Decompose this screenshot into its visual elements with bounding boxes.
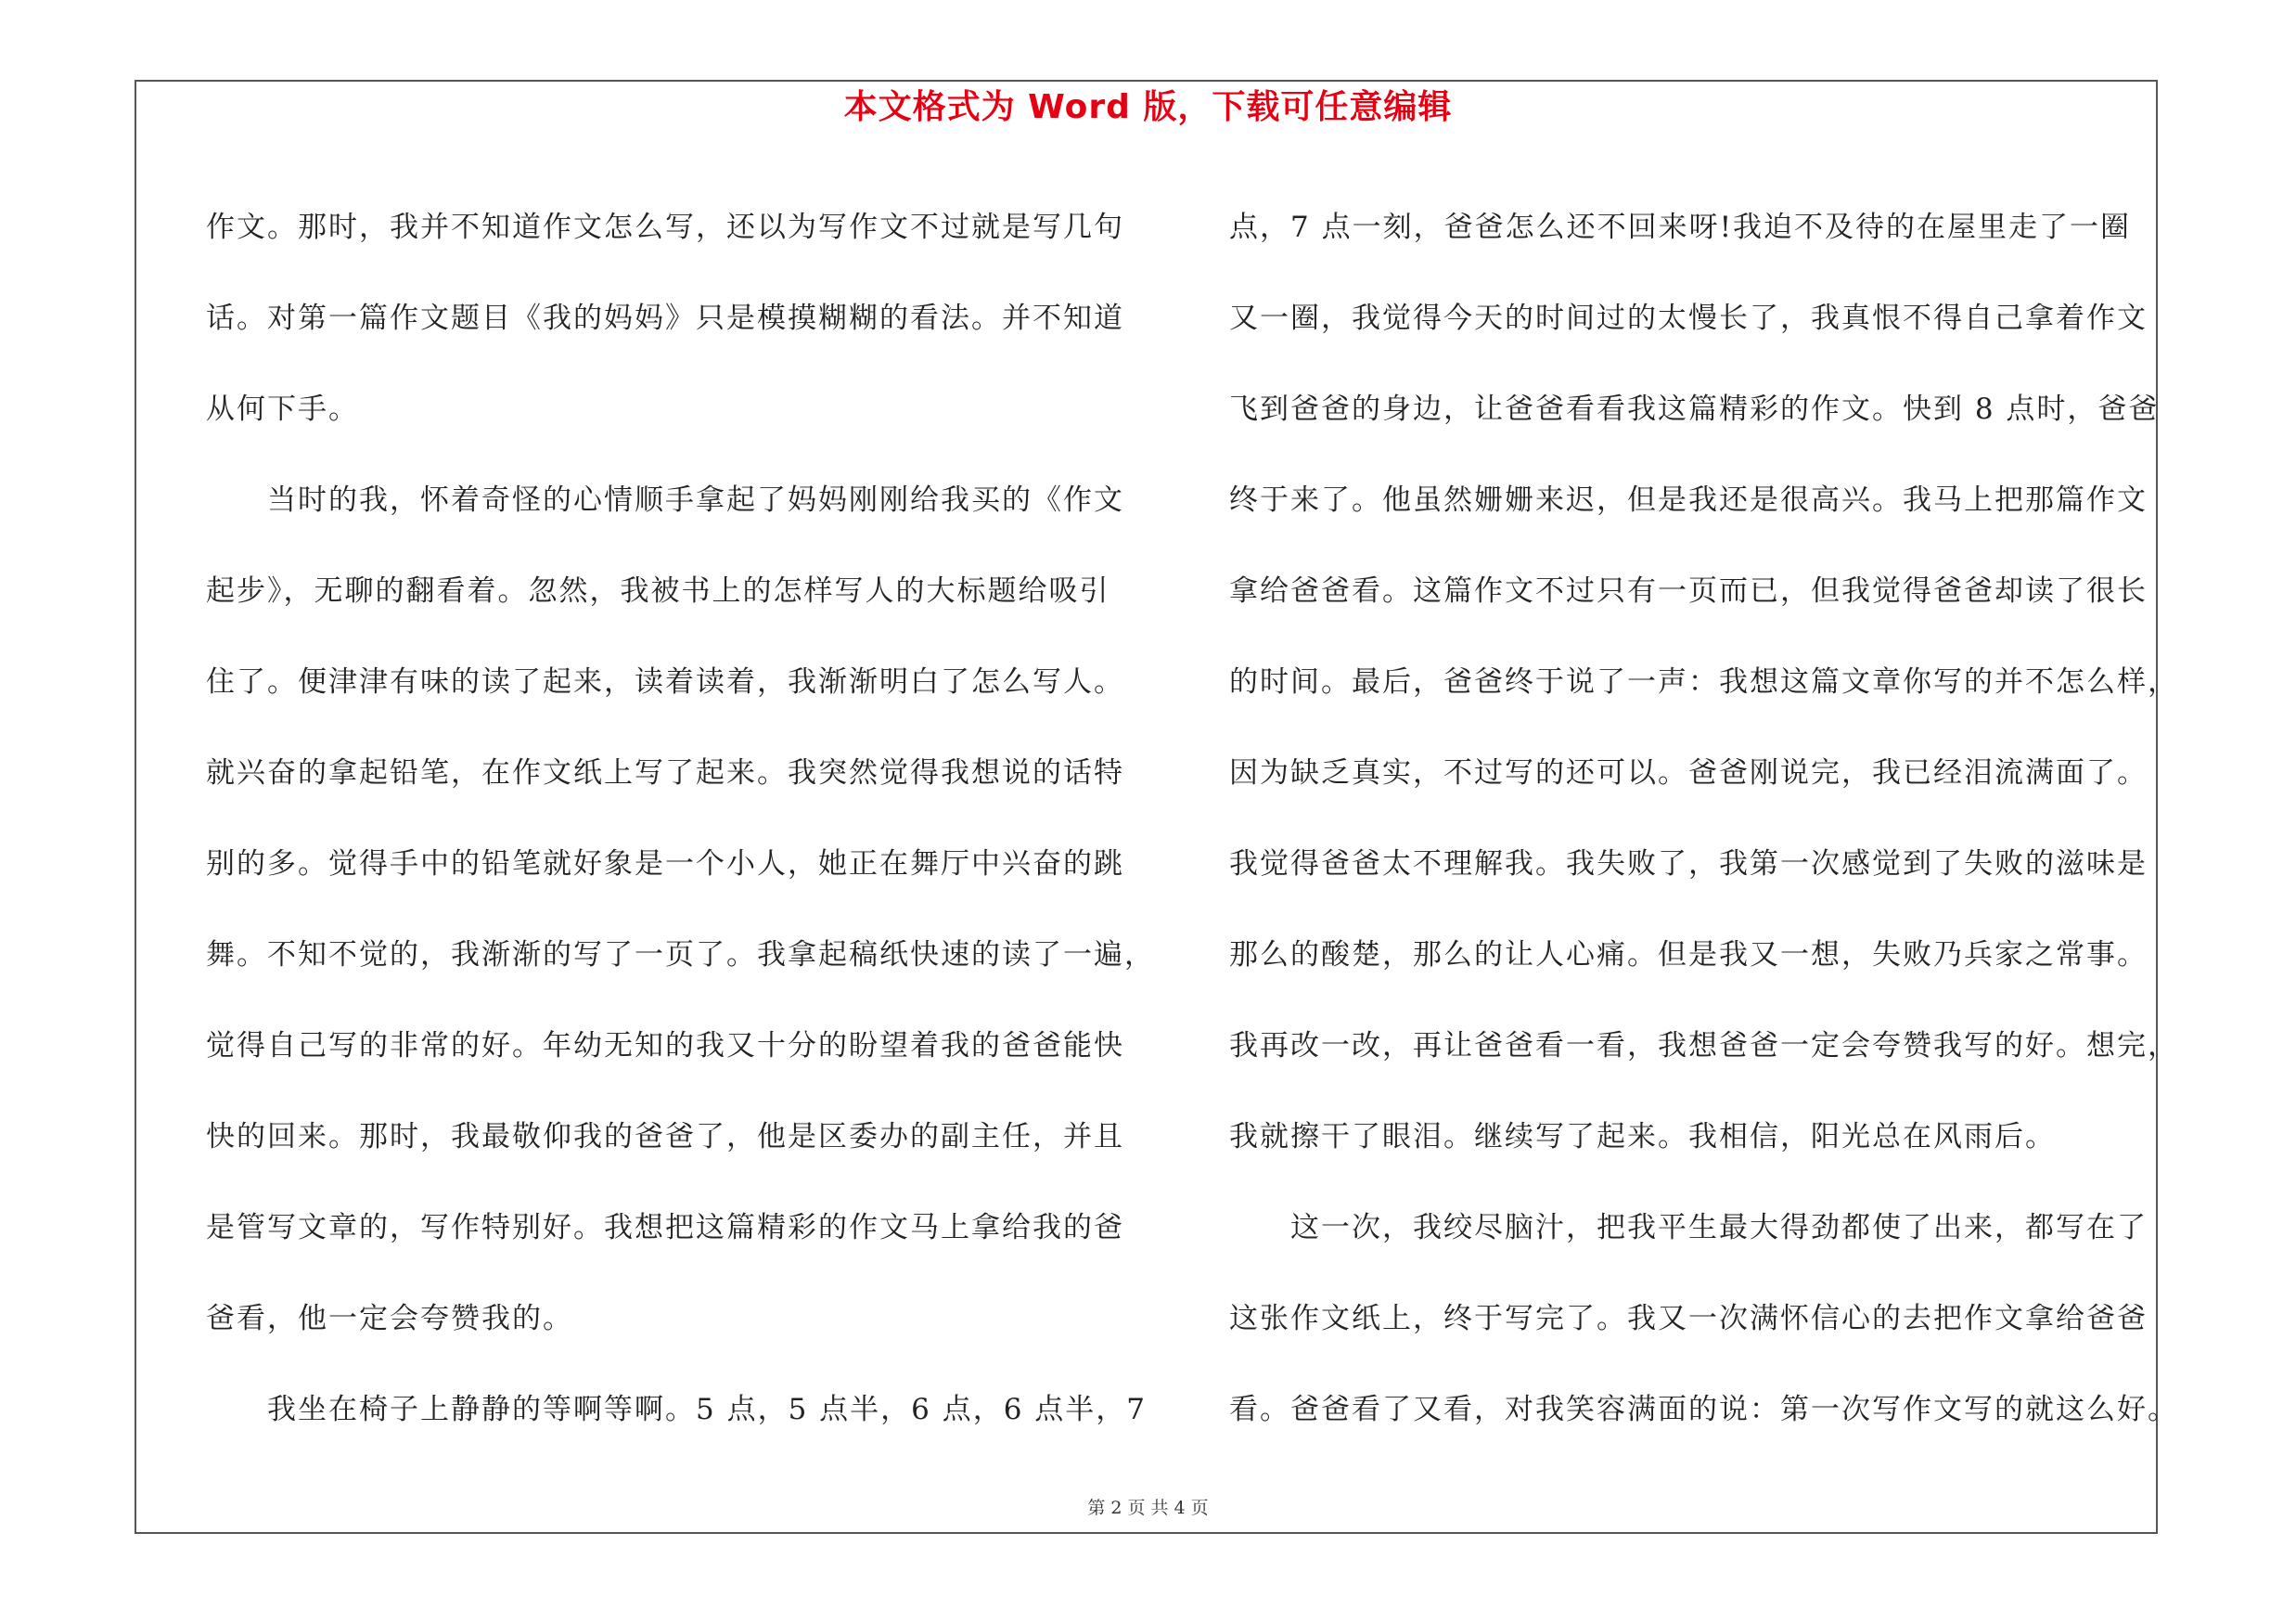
text-line: 从何下手。 [206,393,359,426]
text-line: 我再改一改，再让爸爸看一看，我想爸爸一定会夸赞我写的好。想完， [1229,1029,2178,1063]
text-line: 拿给爸爸看。这篇作文不过只有一页而已，但我觉得爸爸却读了很长 [1229,574,2148,608]
right-text-column [1229,182,2178,1455]
text-line: 看。爸爸看了又看，对我笑容满面的说：第一次写作文写的就这么好。 [1229,1393,2178,1426]
text-line: 爸看，他一定会夸赞我的。 [206,1302,573,1335]
text-line: 别的多。觉得手中的铅笔就好象是一个小人，她正在舞厅中兴奋的跳 [206,847,1124,881]
text-line: 这张作文纸上，终于写完了。我又一次满怀信心的去把作文拿给爸爸 [1229,1302,2148,1335]
text-line: 我就擦干了眼泪。继续写了起来。我相信，阳光总在风雨后。 [1229,1120,2056,1153]
text-line: 就兴奋的拿起铅笔，在作文纸上写了起来。我突然觉得我想说的话特 [206,756,1124,790]
text-line: 的时间。最后，爸爸终于说了一声：我想这篇文章你写的并不怎么样， [1229,665,2178,699]
text-line: 那么的酸楚，那么的让人心痛。但是我又一想，失败乃兵家之常事。 [1229,938,2148,972]
page-number-footer: 第 2 页 共 4 页 [1087,1498,1209,1518]
text-line: 又一圈，我觉得今天的时间过的太慢长了，我真恨不得自己拿着作文 [1229,302,2148,335]
text-line: 当时的我，怀着奇怪的心情顺手拿起了妈妈刚刚给我买的《作文 [267,483,1124,517]
text-line: 住了。便津津有味的读了起来，读着读着，我渐渐明白了怎么写人。 [206,665,1124,699]
text-line: 起步》，无聊的翻看着。忽然，我被书上的怎样写人的大标题给吸引 [206,574,1110,608]
text-line: 飞到爸爸的身边，让爸爸看看我这篇精彩的作文。快到 8 点时，爸爸 [1229,393,2160,426]
text-line: 点，7 点一刻，爸爸怎么还不回来呀!我迫不及待的在屋里走了一圈 [1229,211,2132,244]
text-line: 是管写文章的，写作特别好。我想把这篇精彩的作文马上拿给我的爸 [206,1211,1124,1244]
text-line: 这一次，我绞尽脑汁，把我平生最大得劲都使了出来，都写在了 [1290,1211,2148,1244]
text-line: 我坐在椅子上静静的等啊等啊。5 点，5 点半，6 点，6 点半，7 [267,1393,1148,1426]
text-line: 觉得自己写的非常的好。年幼无知的我又十分的盼望着我的爸爸能快 [206,1029,1124,1063]
text-line: 终于来了。他虽然姗姗来迟，但是我还是很高兴。我马上把那篇作文 [1229,483,2148,517]
word-format-banner: 本文格式为 Word 版，下载可任意编辑 [843,88,1453,126]
text-line: 话。对第一篇作文题目《我的妈妈》只是模摸糊糊的看法。并不知道 [206,302,1124,335]
text-line: 作文。那时，我并不知道作文怎么写，还以为写作文不过就是写几句 [206,211,1124,244]
text-line: 快的回来。那时，我最敬仰我的爸爸了，他是区委办的副主任，并且 [206,1120,1124,1153]
text-line: 我觉得爸爸太不理解我。我失败了，我第一次感觉到了失败的滋味是 [1229,847,2148,881]
text-line: 因为缺乏真实，不过写的还可以。爸爸刚说完，我已经泪流满面了。 [1229,756,2148,790]
text-line: 舞。不知不觉的，我渐渐的写了一页了。我拿起稿纸快速的读了一遍， [206,938,1155,972]
left-text-column [206,182,1155,1455]
